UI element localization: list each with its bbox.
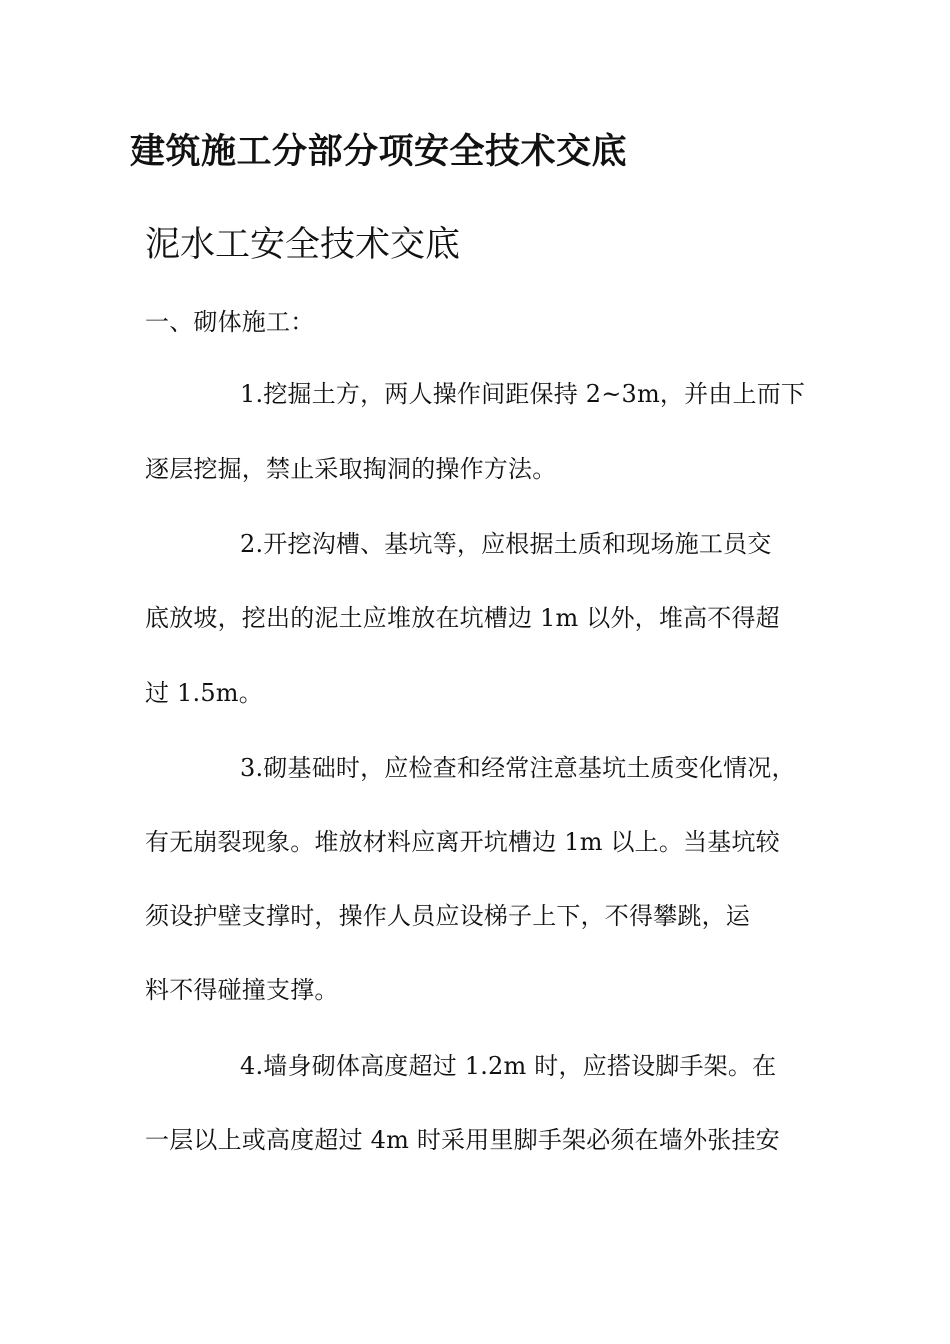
section-heading: 一、砌体施工： [145, 308, 315, 336]
paragraph-line: 3.砌基础时，应检查和经常注意基坑土质变化情况， [240, 754, 796, 782]
paragraph-line: 一层以上或高度超过 4m 时采用里脚手架必须在墙外张挂安 [145, 1126, 780, 1154]
document-title: 建筑施工分部分项安全技术交底 [130, 132, 628, 172]
paragraph-line: 须设护壁支撑时，操作人员应设梯子上下，不得攀跳，运 [145, 902, 750, 930]
document-subtitle: 泥水工安全技术交底 [145, 225, 461, 265]
paragraph-line: 1.挖掘土方，两人操作间距保持 2~3m，并由上而下 [240, 380, 806, 408]
paragraph-line: 过 1.5m。 [145, 679, 263, 707]
paragraph-line: 料不得碰撞支撑。 [145, 976, 339, 1004]
paragraph-line: 逐层挖掘，禁止采取掏洞的操作方法。 [145, 455, 557, 483]
paragraph-line: 底放坡，挖出的泥土应堆放在坑槽边 1m 以外，堆高不得超 [145, 604, 780, 632]
paragraph-line: 4.墙身砌体高度超过 1.2m 时，应搭设脚手架。在 [240, 1052, 777, 1080]
paragraph-line: 2.开挖沟槽、基坑等，应根据土质和现场施工员交 [240, 530, 772, 558]
paragraph-line: 有无崩裂现象。堆放材料应离开坑槽边 1m 以上。当基坑较 [145, 828, 780, 856]
